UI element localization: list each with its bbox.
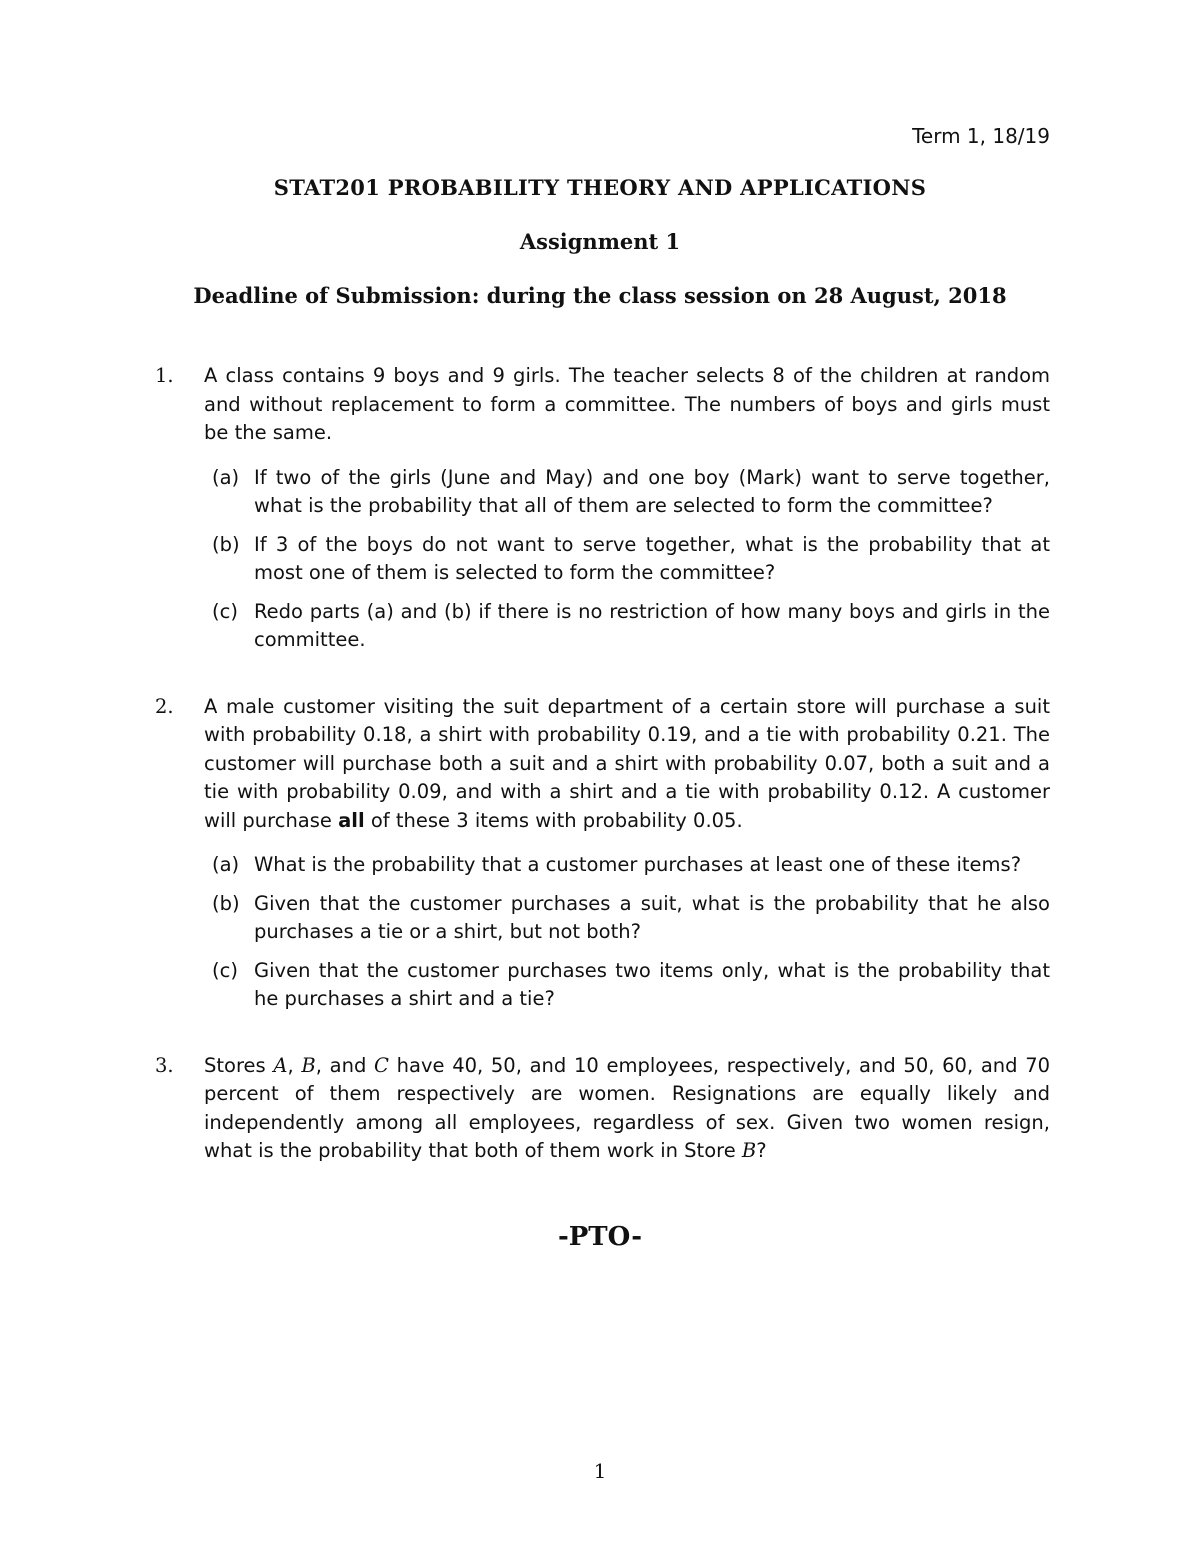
store-b-symbol: B	[741, 1139, 757, 1162]
question-text-part: , and	[315, 1053, 367, 1077]
question-text-part: of these 3 items with probability 0.05.	[370, 808, 743, 832]
emphasis-word: all	[338, 808, 365, 832]
part-label: (b)	[212, 532, 240, 556]
question-text-part: A male customer visiting the suit department of a certain store will purchase a suit with probability 0.18, a shirt with probability 0.19, and a tie with probability 0.21. The customer will purchase both a suit and a shirt with probability 0.07, both a suit and a tie with probability 0.09, and with a shirt and a tie with probability 0.12. A customer will purchase	[204, 694, 1050, 832]
question-part	[212, 890, 1050, 947]
store-b-symbol: B	[301, 1053, 316, 1077]
course-title: STAT201 PROBABILITY THEORY AND APPLICATIONS	[273, 175, 927, 200]
question-text-part: have 40, 50, and 10 employees, respectively, and 50, 60, and 70 percent of them respectively are women. Resignations are equally likely and independently among all employees, regardless of sex. Given two women resign, what is the probability that both of them work in Store	[204, 1053, 1051, 1162]
question-2	[155, 693, 1050, 1014]
question-text-part: ?	[756, 1139, 767, 1162]
question-3	[155, 1052, 1050, 1166]
question-part	[212, 464, 1050, 521]
part-text: Given that the customer purchases a suit, what is the probability that he also purchases a tie or a shirt, but not both?	[254, 891, 1050, 943]
part-label: (c)	[212, 958, 238, 982]
question-text	[204, 1052, 1050, 1166]
part-text: What is the probability that a customer purchases at least one of these items?	[254, 853, 1022, 876]
question-number: 1.	[155, 364, 174, 387]
question-number: 2.	[155, 694, 174, 718]
part-label: (a)	[212, 853, 240, 876]
question-part	[212, 531, 1050, 588]
question-parts	[204, 464, 1050, 655]
part-text: Given that the customer purchases two items only, what is the probability that he purchases a shirt and a tie?	[254, 958, 1050, 1010]
question-1	[155, 362, 1050, 655]
assignment-title: Assignment 1	[519, 229, 681, 254]
pto-marker: -PTO-	[557, 1222, 643, 1252]
question-part	[212, 957, 1050, 1014]
store-c-symbol: C	[374, 1053, 389, 1077]
question-text-part: Stores	[204, 1053, 266, 1077]
part-label: (b)	[212, 891, 240, 915]
question-parts	[204, 851, 1050, 1014]
question-part	[212, 598, 1050, 655]
page-number: 1	[593, 1459, 607, 1483]
term-label: Term 1, 18/19	[912, 124, 1050, 148]
question-list	[155, 362, 1050, 1166]
part-text: If 3 of the boys do not want to serve together, what is the probability that at most one of them is selected to form the committee?	[254, 532, 1050, 584]
question-number: 3.	[155, 1053, 174, 1077]
store-a-symbol: A	[273, 1053, 288, 1077]
question-text	[204, 693, 1050, 836]
deadline-line: Deadline of Submission: during the class session on 28 August, 2018	[193, 283, 1007, 308]
part-label: (c)	[212, 599, 238, 623]
question-text: A class contains 9 boys and 9 girls. The teacher selects 8 of the children at random and without replacement to form a committee. The numbers of boys and girls must be the same.	[204, 364, 1050, 444]
question-text-part: ,	[287, 1053, 294, 1077]
question-part	[212, 851, 1050, 880]
part-text: If two of the girls (June and May) and one boy (Mark) want to serve together, what is the probability that all of them are selected to form the committee?	[254, 465, 1050, 517]
part-text: Redo parts (a) and (b) if there is no restriction of how many boys and girls in the committee.	[254, 599, 1050, 651]
part-label: (a)	[212, 465, 240, 489]
